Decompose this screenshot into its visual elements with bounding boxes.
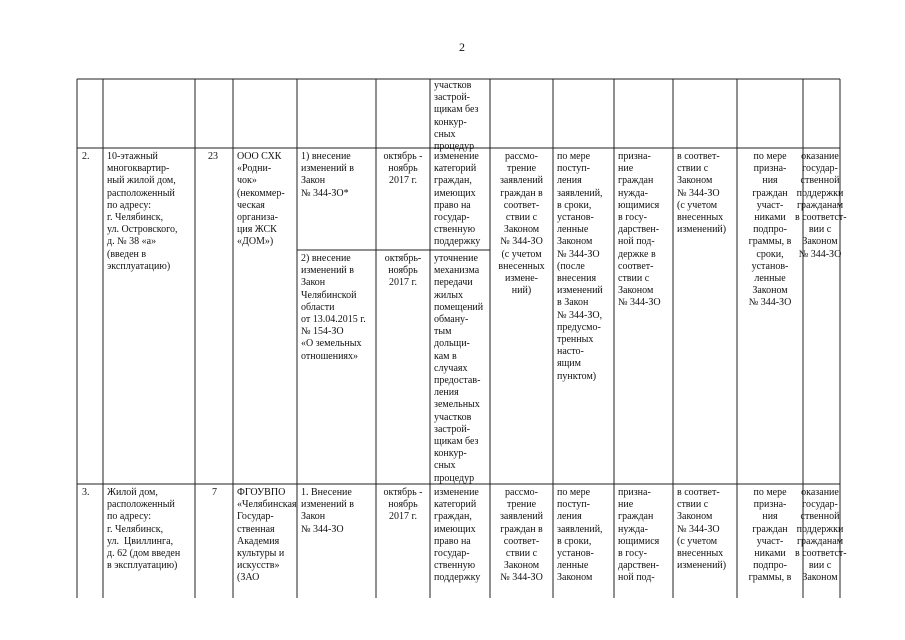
recognition2-cell: по мере призна- ния граждан участ- никами подпро- граммы, в [748, 487, 792, 584]
submit-cell: по мере поступ- ления заявлений, в сроки, установ- ленные Законом № 344-ЗО (после внесения изменений в Закон № 344-ЗО, предусмо- тренных насто- ящим пунктом) [557, 151, 603, 382]
row-number: 2. [82, 151, 90, 162]
row-number: 3. [82, 487, 90, 498]
review-cell: рассмо- трение заявлений граждан в соответ- ствии с Законом № 344-ЗО [499, 487, 544, 584]
term-cell: октябрь - ноябрь 2017 г. [383, 487, 423, 523]
accordance-cell: в соответ- ствии с Законом № 344-ЗО (с учетом внесенных изменений) [677, 151, 727, 236]
result-cell: изменение категорий граждан, имеющих право на государ- ственную поддержку [434, 487, 481, 584]
count-cell: 7 [212, 487, 217, 498]
object-cell: 10-этажный многоквартир- ный жилой дом, расположенный по адресу: г. Челябинск, ул. Островского, д. № 38 «а» (введен в эксплуатацию) [107, 151, 178, 272]
review-cell: рассмо- трение заявлений граждан в соответ- ствии с Законом № 344-ЗО (с учетом внесенных измене- ний) [498, 151, 545, 297]
developer-cell: ФГОУВПО «Челябинская Государ- ственная Академия культуры и искусств» (ЗАО [237, 487, 297, 584]
term-cell: октябрь- ноябрь 2017 г. [384, 253, 422, 289]
criteria-tail-cell: участков застрой- щикам без конкур- сных процедур [434, 80, 479, 153]
recognition-cell: призна- ние граждан нужда- ющимися в госу- дарствен- ной под- [618, 487, 660, 584]
measure-cell: 1. Внесение изменений в Закон № 344-ЗО [301, 487, 354, 535]
measure-cell: 2) внесение изменений в Закон Челябинской области от 13.04.2015 г. № 154-ЗО «О земельных отношениях» [301, 253, 366, 362]
support-cell: оказание государ- ственной поддержки гражданам в соответст- вии с Законом [795, 487, 847, 584]
recognition-cell: призна- ние граждан нужда- ющимися в госу- дарствен- ной под- держке в соответ- ствии с Законом № 344-ЗО [618, 151, 661, 309]
term-cell: октябрь - ноябрь 2017 г. [383, 151, 423, 187]
page-number: 2 [459, 40, 465, 54]
support-cell: оказание государ- ственной поддержки гражданам в соответст- вии с Законом № 344-ЗО [795, 151, 847, 260]
developer-cell: ООО СХК «Родни- чок» (некоммер- ческая организа- ция ЖСК «ДОМ») [237, 151, 285, 248]
accordance-cell: в соответ- ствии с Законом № 344-ЗО (с учетом внесенных изменений) [677, 487, 727, 572]
object-cell: Жилой дом, расположенный по адресу: г. Челябинск, ул. Цвиллинга, д. 62 (дом введен в эксплуатацию) [107, 487, 181, 572]
submit-cell: по мере поступ- ления заявлений, в сроки, установ- ленные Законом [557, 487, 603, 584]
measure-cell: 1) внесение изменений в Закон № 344-ЗО* [301, 151, 354, 199]
recognition2-cell: по мере призна- ния граждан участ- никами подпро- граммы, в сроки, установ- ленные Законом № 344-ЗО [748, 151, 792, 309]
result-cell: изменение категорий граждан, имеющих право на государ- ственную поддержку [434, 151, 481, 248]
result-cell: уточнение механизма передачи жилых помещений обману- тым дольщи- кам в случаях предостав- ления земельных участков застрой- щикам без конкур- сных процедур [434, 253, 484, 484]
count-cell: 23 [208, 151, 218, 162]
